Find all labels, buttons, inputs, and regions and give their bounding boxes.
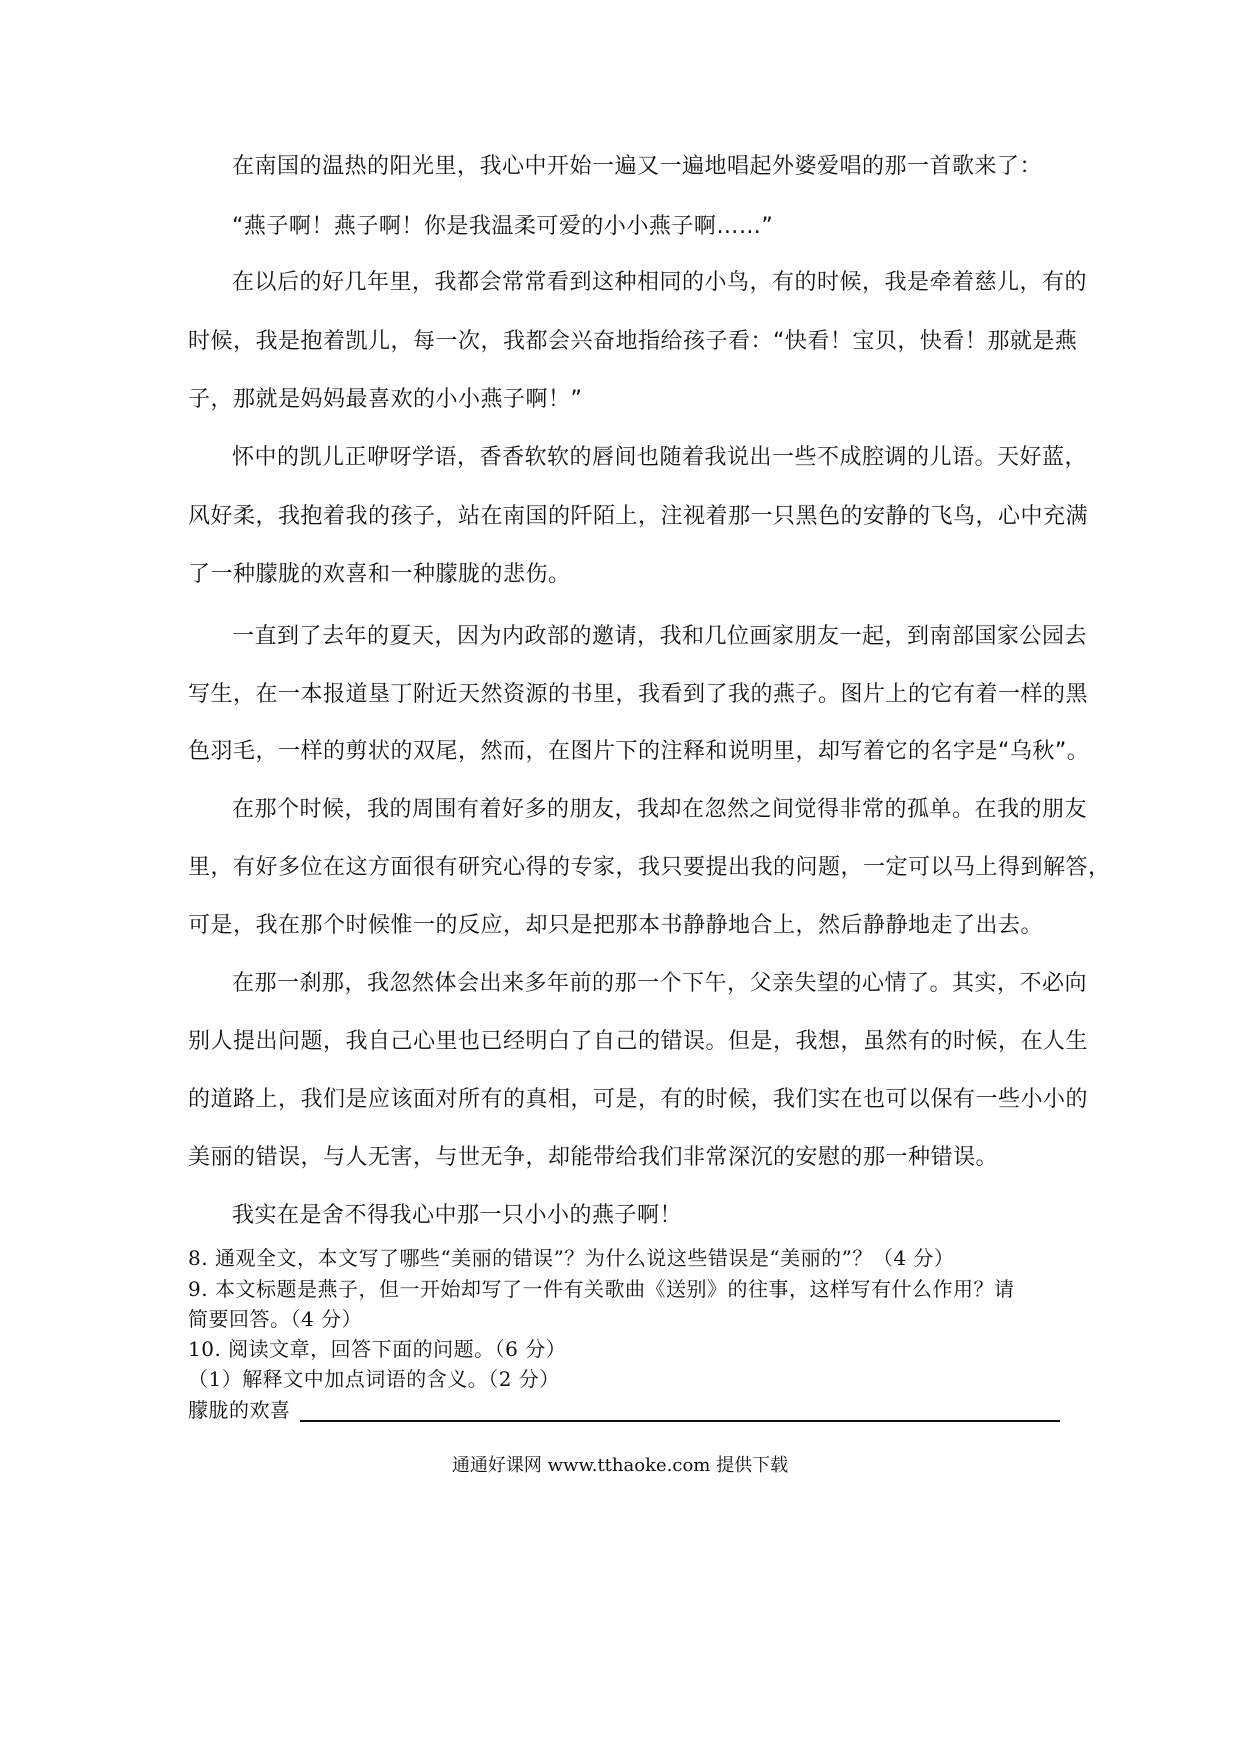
passage-line-18: 美丽的错误，与人无害，与世无争，却能带给我们非常深沉的安慰的那一种错误。 xyxy=(188,1145,999,1170)
answer-line[interactable] xyxy=(300,1420,1060,1422)
passage-line-2: “燕子啊！燕子啊！你是我温柔可爱的小小燕子啊……” xyxy=(232,214,774,239)
passage-line-9: 一直到了去年的夏天，因为内政部的邀请，我和几位画家朋友一起，到南部国家公园去 xyxy=(232,624,1088,649)
passage-line-5: 子，那就是妈妈最喜欢的小小燕子啊！” xyxy=(188,387,583,412)
question-10-1-term: 朦胧的欢喜 xyxy=(188,1398,291,1422)
question-10-1: （1）解释文中加点词语的含义。（2 分） xyxy=(188,1367,560,1391)
passage-line-17: 的道路上，我们是应该面对所有的真相，可是，有的时候，我们实在也可以保有一些小小的 xyxy=(188,1087,1089,1112)
footer: 通通好课网 www.tthaoke.com 提供下载 xyxy=(451,1455,789,1476)
passage-line-16: 别人提出问题，我自己心里也已经明白了自己的错误。但是，我想，虽然有的时候，在人生 xyxy=(188,1029,1089,1054)
passage-line-10: 写生，在一本报道垦丁附近天然资源的书里，我看到了我的燕子。图片上的它有着一样的黑 xyxy=(188,682,1089,707)
passage-line-19: 我实在是舍不得我心中那一只小小的燕子啊！ xyxy=(232,1203,683,1228)
question-9-line-2: 简要回答。（4 分） xyxy=(188,1307,363,1331)
question-10: 10. 阅读文章，回答下面的问题。（6 分） xyxy=(188,1337,567,1361)
passage-line-14: 可是，我在那个时候惟一的反应，却只是把那本书静静地合上，然后静静地走了出去。 xyxy=(188,913,1044,938)
question-8: 8. 通观全文，本文写了哪些“美丽的错误”？为什么说这些错误是“美丽的”？（4 分） xyxy=(188,1246,955,1270)
passage-line-13: 里，有好多位在这方面很有研究心得的专家，我只要提出我的问题，一定可以马上得到解答， xyxy=(188,855,1111,880)
passage-line-3: 在以后的好几年里，我都会常常看到这种相同的小鸟，有的时候，我是牵着慈儿，有的 xyxy=(232,270,1088,295)
passage-line-1: 在南国的温热的阳光里，我心中开始一遍又一遍地唱起外婆爱唱的那一首歌来了： xyxy=(232,154,1043,179)
question-9-line-1: 9. 本文标题是燕子，但一开始却写了一件有关歌曲《送别》的往事，这样写有什么作用？请 xyxy=(188,1277,1015,1301)
passage-line-8: 了一种朦胧的欢喜和一种朦胧的悲伤。 xyxy=(188,562,571,587)
passage-line-12: 在那个时候，我的周围有着好多的朋友，我却在忽然之间觉得非常的孤单。在我的朋友 xyxy=(232,797,1088,822)
passage-line-15: 在那一刹那，我忽然体会出来多年前的那一个下午，父亲失望的心情了。其实，不必向 xyxy=(232,971,1088,996)
passage-line-4: 时候，我是抱着凯儿，每一次，我都会兴奋地指给孩子看：“快看！宝贝，快看！那就是燕 xyxy=(188,329,1078,354)
passage-line-6: 怀中的凯儿正咿呀学语，香香软软的唇间也随着我说出一些不成腔调的儿语。天好蓝， xyxy=(232,445,1088,470)
passage-line-7: 风好柔，我抱着我的孩子，站在南国的阡陌上，注视着那一只黑色的安静的飞鸟，心中充满 xyxy=(188,504,1089,529)
passage-line-11: 色羽毛，一样的剪状的双尾，然而，在图片下的注释和说明里，却写着它的名字是“乌秋”。 xyxy=(188,739,1090,764)
